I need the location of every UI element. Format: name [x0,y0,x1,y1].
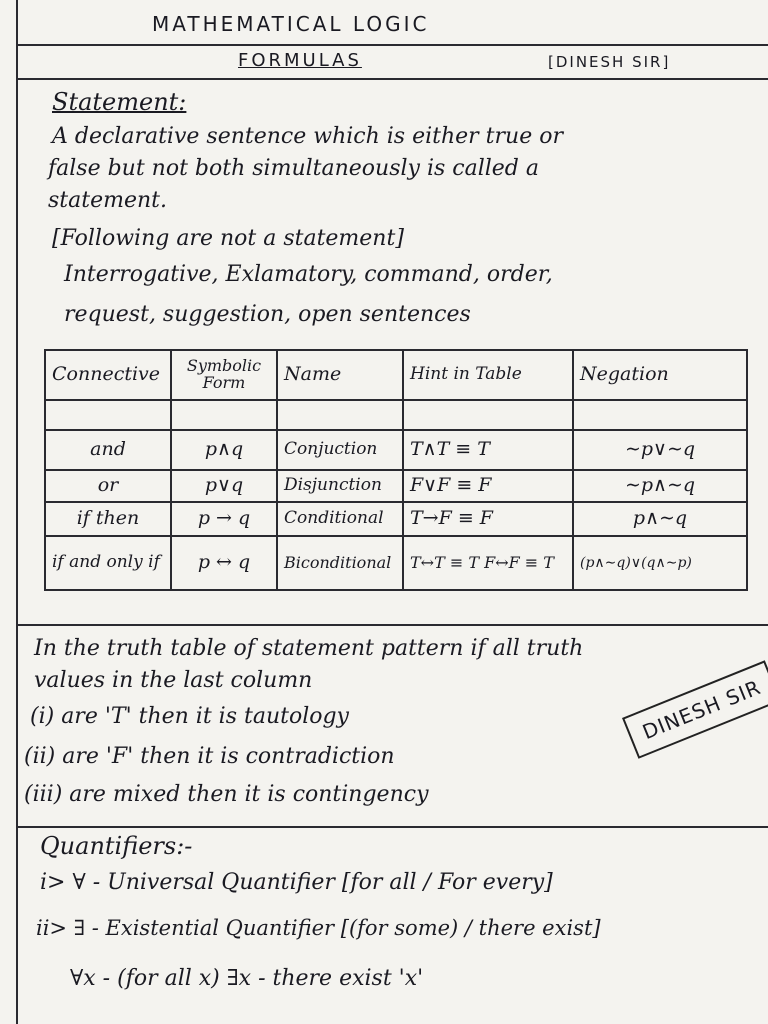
table-row [45,502,747,536]
header-name: Name [277,350,403,400]
cell-name: Conjuction [277,430,403,470]
not-statement-line2: request, suggestion, open sentences [64,302,471,327]
quantifier-existential: ii> ∃ - Existential Quantifier [(for some) / there exist] [36,916,601,940]
statement-def-line2: false but not both simultaneously is called a [48,156,540,181]
margin-line [16,0,18,1024]
cell-hint: T↔T ≡ T F↔F ≡ T [403,536,573,590]
cell-connective: or [45,470,171,502]
truth-line1: In the truth table of statement pattern if all truth [34,636,584,661]
table-header-row [45,350,747,400]
truth-item-contradiction: (ii) are 'F' then it is contradiction [24,744,395,769]
cell-name: Biconditional [277,536,403,590]
cell-symbolic: p∨q [171,470,277,502]
table-row [45,536,747,590]
not-statement-line1: Interrogative, Exlamatory, command, order, [64,262,553,287]
truth-item-tautology: (i) are 'T' then it is tautology [30,704,349,729]
divider-header [16,78,768,80]
truth-item-contingency: (iii) are mixed then it is contingency [24,782,429,807]
not-statement-heading: [Following are not a statement] [52,226,404,251]
cell-symbolic: p ↔ q [171,536,277,590]
cell-negation: p∧∼q [573,502,747,536]
cell-hint: T→F ≡ F [403,502,573,536]
cell-symbolic: p → q [171,502,277,536]
table-spacer-row [45,400,747,430]
cell-connective: if then [45,502,171,536]
header-symbolic: Symbolic Form [171,350,277,400]
statement-def-line1: A declarative sentence which is either true or [52,124,563,149]
truth-line2: values in the last column [34,668,313,693]
cell-name: Conditional [277,502,403,536]
quantifier-examples: ∀x - (for all x) ∃x - there exist 'x' [70,966,424,991]
cell-name: Disjunction [277,470,403,502]
cell-symbolic: p∧q [171,430,277,470]
table-row [45,470,747,502]
author-label: [DINESH SIR] [548,53,671,71]
quantifiers-heading: Quantifiers:- [40,832,193,860]
divider-truth [16,624,768,626]
divider-quantifiers [16,826,768,828]
header-hint: Hint in Table [403,350,573,400]
cell-hint: F∨F ≡ F [403,470,573,502]
connectives-table [44,349,748,591]
cell-hint: T∧T ≡ T [403,430,573,470]
divider-title [16,44,768,46]
cell-negation: ∼p∧∼q [573,470,747,502]
table-row [45,430,747,470]
cell-connective: if and only if [45,536,171,590]
cell-connective: and [45,430,171,470]
statement-def-line3: statement. [48,188,167,213]
page-subtitle: FORMULAS [238,50,362,71]
header-connective: Connective [45,350,171,400]
statement-heading: Statement: [52,88,187,116]
cell-negation: (p∧∼q)∨(q∧∼p) [573,536,747,590]
header-negation: Negation [573,350,747,400]
page-title: MATHEMATICAL LOGIC [152,12,430,36]
cell-negation: ∼p∨∼q [573,430,747,470]
quantifier-universal: i> ∀ - Universal Quantifier [for all / For every] [40,870,553,895]
author-stamp: DINESH SIR [622,660,768,758]
